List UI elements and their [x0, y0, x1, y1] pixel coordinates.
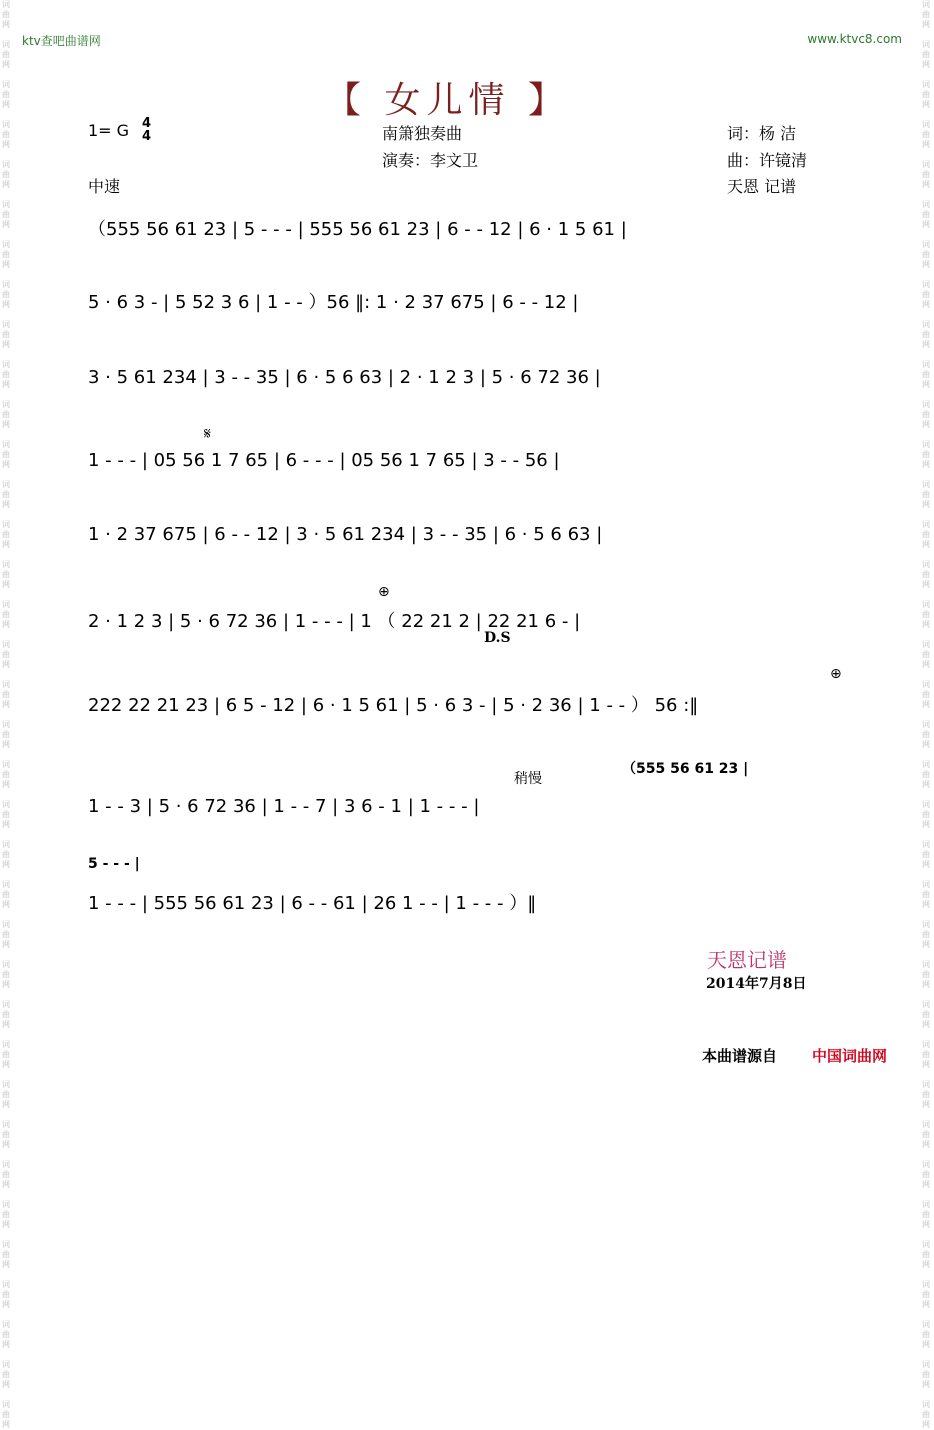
source-label: 本曲谱源自	[702, 1047, 778, 1065]
notation-line-8: 1 - - 3 | 5 · 6 72 36 | 1 - - 7 | 3 6 - 1 | 1 - - - |	[88, 795, 480, 817]
transcriber-stamp: 天恩记谱	[707, 948, 787, 972]
source-site-link[interactable]: 中国词曲网	[812, 1047, 888, 1065]
notation-line-3: 3 · 5 61 234 | 3 - - 35 | 6 · 5 6 63 | 2 · 1 2 3 | 5 · 6 72 36 |	[88, 366, 601, 388]
coda-sign-1: ⊕	[378, 584, 390, 600]
performer: 演奏：李文卫	[382, 151, 479, 170]
song-title: 【 女儿情 】	[325, 80, 570, 121]
slow-marking: 稍慢	[514, 771, 542, 787]
subtitle: 南箫独奏曲	[382, 124, 463, 143]
notation-line-5: 1 · 2 37 675 | 6 - - 12 | 3 · 5 61 234 | 3 - - 35 | 6 · 5 6 63 |	[88, 523, 603, 545]
transcription-date: 2014年7月8日	[706, 976, 807, 992]
notation-line-7: 222 22 21 23 | 6 5 - 12 | 6 · 1 5 61 | 5 · 6 3 - | 5 · 2 36 | 1 - - ） 56 :‖	[88, 695, 699, 716]
upper-phrase: （555 56 61 23 |	[622, 761, 749, 777]
side-watermark-left: 词 曲 网 词 曲 网 词 曲 网 词 曲 网 词 曲 网 词 曲 网 词 曲 网 词 曲 网 词 曲 网 词 曲 网 词 曲 网 词 曲 网 词 曲 网 词 曲 网 词 曲 网 词 曲 网 词 曲 网 词 曲 网 词 曲 网 词 曲 网 词 曲 网 词 曲 网 词 曲 网 词 曲 网 词 曲 网 词 曲 网 词 曲 网 词 曲 网 词 曲 网 词 曲 网 词 曲 网 词 曲 网 词 曲 网 词 曲 网 词 曲 网 词 曲 网	[2, 0, 10, 1429]
notation-line-9: 1 - - - | 555 56 61 23 | 6 - - 61 | 26 1 - - | 1 - - - ）‖	[88, 893, 537, 914]
time-signature: 4 4	[142, 116, 152, 144]
header-right-site[interactable]: www.ktvc8.com	[807, 32, 902, 46]
side-watermark-right: 词 曲 网 词 曲 网 词 曲 网 词 曲 网 词 曲 网 词 曲 网 词 曲 网 词 曲 网 词 曲 网 词 曲 网 词 曲 网 词 曲 网 词 曲 网 词 曲 网 词 曲 网 词 曲 网 词 曲 网 词 曲 网 词 曲 网 词 曲 网 词 曲 网 词 曲 网 词 曲 网 词 曲 网 词 曲 网 词 曲 网 词 曲 网 词 曲 网 词 曲 网 词 曲 网 词 曲 网 词 曲 网 词 曲 网 词 曲 网 词 曲 网 词 曲 网	[922, 0, 930, 1429]
key-signature: 1= G	[88, 121, 130, 140]
transcriber: 天恩 记谱	[727, 177, 797, 196]
tempo-marking: 中速	[88, 177, 121, 196]
header-left-site[interactable]: ktv查吧曲谱网	[22, 34, 101, 48]
notation-line-2: 5 · 6 3 - | 5 52 3 6 | 1 - - ）56 ‖: 1 · 2 37 675 | 6 - - 12 |	[88, 292, 579, 313]
lower-phrase: 5 - - - |	[88, 856, 140, 872]
composer: 曲：许镜清	[727, 151, 808, 170]
notation-line-4: 1 - - - | 05 56 1 7 65 | 6 - - - | 05 56 1 7 65 | 3 - - 56 |	[88, 449, 560, 471]
coda-sign-2: ⊕	[830, 666, 842, 682]
lyricist: 词：杨 洁	[727, 124, 797, 143]
ds-marking: D.S	[484, 630, 511, 646]
notation-line-1: （555 56 61 23 | 5 - - - | 555 56 61 23 | 6 - - 12 | 6 · 1 5 61 |	[88, 219, 627, 240]
notation-line-6: 2 · 1 2 3 | 5 · 6 72 36 | 1 - - - | 1 （ 22 21 2 | 22 21 6 - |	[88, 611, 581, 632]
segno-sign: 𝄋	[204, 424, 211, 443]
